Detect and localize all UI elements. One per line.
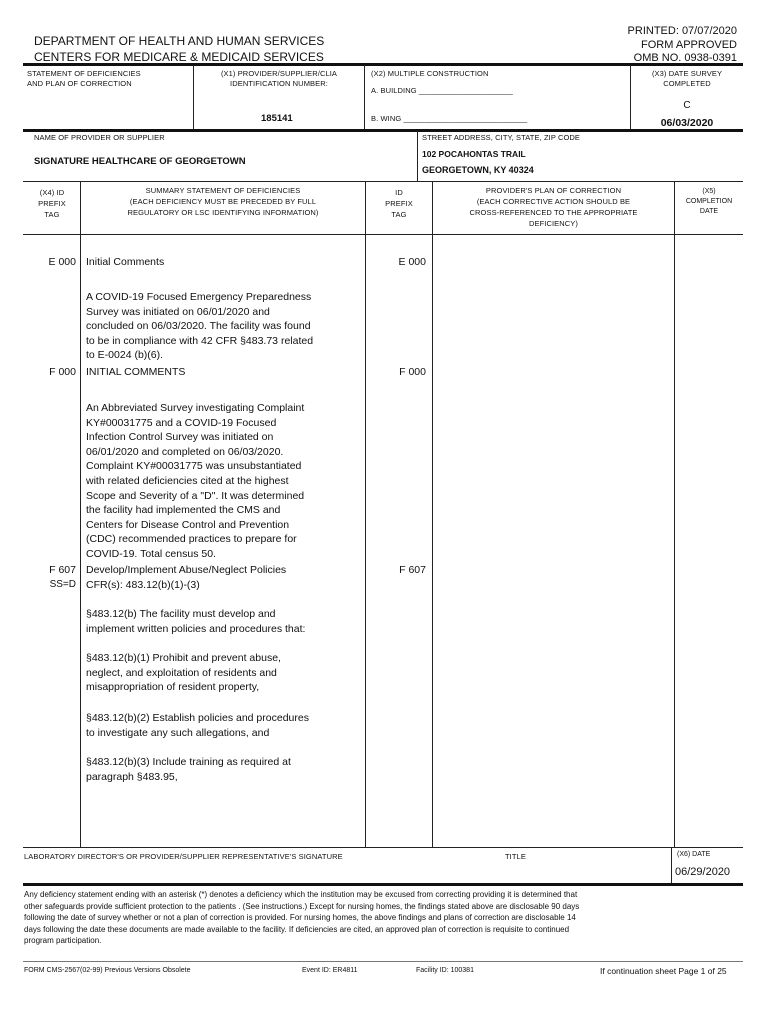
x4-column-header	[24, 187, 80, 220]
department-title	[34, 33, 324, 65]
text-line: Complaint KY#00031775 was unsubstantiated	[86, 460, 302, 473]
x4-header-3: TAG	[44, 210, 60, 219]
x1-label	[194, 69, 364, 89]
col-divider-3	[432, 182, 433, 847]
signature-date: 06/29/2020	[675, 866, 731, 878]
text-line: §483.12(b) The facility must develop and	[86, 608, 276, 620]
divider-address	[417, 131, 418, 181]
text-line: Infection Control Survey was initiated on	[86, 431, 274, 444]
printed-date: PRINTED: 07/07/2020	[627, 25, 737, 37]
text-line: A COVID-19 Focused Emergency Preparedness	[86, 291, 312, 303]
text-line: Centers for Disease Control and Prevention	[86, 518, 290, 531]
text-line: to E-0024 (b)(6).	[86, 349, 164, 362]
disclaimer-line: program participation.	[24, 936, 102, 945]
f000-paragraph	[86, 401, 341, 562]
address-label: STREET ADDRESS, CITY, STATE, ZIP CODE	[422, 133, 581, 142]
department-line-1: DEPARTMENT OF HEALTH AND HUMAN SERVICES	[34, 34, 325, 48]
form-approved: FORM APPROVED	[641, 38, 737, 51]
disclaimer-line: following the date of survey whether or not a plan of correction is provided. For nursing homes, the above findings and plans of correction are disclosable 14	[24, 913, 576, 922]
x5-header-1: (X5)	[702, 188, 716, 195]
title-label: TITLE	[505, 852, 526, 861]
col-divider-2	[365, 182, 366, 847]
text-line: concluded on 06/03/2020. The facility was found	[86, 320, 311, 333]
e000-paragraph	[86, 290, 341, 363]
summary-header-2: (EACH DEFICIENCY MUST BE PRECEDED BY FULL	[129, 197, 317, 206]
id-header-1: ID	[395, 188, 403, 197]
id-header-2: PREFIX	[385, 199, 413, 208]
x3-label-1: (X3) DATE SURVEY	[651, 69, 723, 78]
provider-label: NAME OF PROVIDER OR SUPPLIER	[34, 133, 165, 142]
top-rule	[23, 63, 743, 66]
disclaimer	[24, 889, 579, 947]
text-line: (CDC) recommended practices to prepare for	[86, 533, 297, 546]
x1-label-1: (X1) PROVIDER/SUPPLIER/CLIA	[220, 69, 338, 78]
divider-x2	[364, 65, 365, 130]
statement-label-2: AND PLAN OF CORRECTION	[27, 79, 132, 88]
f000-title: INITIAL COMMENTS	[86, 366, 186, 378]
f607-paragraph-4	[86, 755, 341, 784]
x4-header-1: (X4) ID	[39, 188, 65, 197]
x6-date-label: (X6) DATE	[677, 851, 711, 858]
address-line-2: GEORGETOWN, KY 40324	[422, 165, 534, 175]
footer-rule	[23, 961, 743, 962]
x3-label	[631, 69, 743, 89]
f607-cfr: CFR(s): 483.12(b)(1)-(3)	[86, 579, 200, 591]
plan-header-3: CROSS-REFERENCED TO THE APPROPRIATE	[469, 208, 638, 217]
rule-below-provider	[23, 181, 743, 182]
text-line: paragraph §483.95,	[86, 770, 178, 783]
signature-date-divider	[671, 848, 672, 884]
plan-header-4: DEFICIENCY)	[528, 219, 579, 228]
text-line: COVID-19. Total census 50.	[86, 547, 216, 560]
f000-tag: F 000	[49, 366, 76, 378]
summary-header-1: SUMMARY STATEMENT OF DEFICIENCIES	[145, 186, 301, 195]
plan-column-header	[433, 185, 674, 229]
survey-completed-date: 06/03/2020	[660, 117, 714, 129]
rule-below-ids	[23, 129, 743, 132]
x5-header-2: COMPLETION	[685, 198, 733, 205]
text-line: KY#00031775 and a COVID-19 Focused	[86, 416, 277, 429]
x5-header-3: DATE	[699, 208, 719, 215]
f607-title: Develop/Implement Abuse/Neglect Policies	[86, 564, 287, 576]
id-column-header	[366, 187, 432, 220]
disclaimer-line: other safeguards provide sufficient protection to the patients . (See instructions.) Except for nursing homes, the findings stated above are disclosable 90 days	[24, 901, 580, 911]
x2-label: (X2) MULTIPLE CONSTRUCTION	[371, 69, 489, 78]
text-line: neglect, and exploitation of residents and	[86, 666, 277, 679]
id-header-3: TAG	[391, 210, 407, 219]
text-line: implement written policies and procedures that:	[86, 622, 306, 635]
x1-label-2: IDENTIFICATION NUMBER:	[230, 79, 328, 88]
text-line: 06/01/2020 and completed on 06/03/2020.	[86, 445, 284, 458]
f607-paragraph-2	[86, 651, 341, 695]
e000-id-tag: E 000	[398, 256, 426, 268]
summary-header-3: REGULATORY OR LSC IDENTIFYING INFORMATION)	[127, 208, 319, 217]
provider-id-number: 185141	[261, 113, 293, 124]
x4-header-2: PREFIX	[38, 199, 66, 208]
e000-title: Initial Comments	[86, 256, 165, 268]
x2-building: A. BUILDING ______________________	[371, 86, 513, 95]
text-line: misappropriation of resident property,	[86, 681, 260, 694]
text-line: Survey was initiated on 06/01/2020 and	[86, 305, 270, 318]
disclaimer-line: Any deficiency statement ending with an asterisk (*) denotes a deficiency which the institution may be excused from correcting providing it is determined that	[24, 890, 578, 899]
text-line: §483.12(b)(3) Include training as required at	[86, 756, 291, 768]
provider-name: SIGNATURE HEALTHCARE OF GEORGETOWN	[34, 156, 246, 167]
text-line: Scope and Severity of a "D". It was determined	[86, 489, 305, 502]
plan-header-2: (EACH CORRECTIVE ACTION SHOULD BE	[476, 197, 631, 206]
x5-column-header	[675, 187, 743, 217]
text-line: §483.12(b)(2) Establish policies and procedures	[86, 712, 309, 724]
form-number: FORM CMS-2567(02-99) Previous Versions Obsolete	[24, 967, 191, 974]
facility-id: Facility ID: 100381	[416, 967, 474, 974]
statement-label-1: STATEMENT OF DEFICIENCIES	[27, 69, 141, 78]
rule-above-signature	[23, 847, 743, 848]
text-line: the facility had implemented the CMS and	[86, 504, 281, 517]
signature-label: LABORATORY DIRECTOR'S OR PROVIDER/SUPPLIER REPRESENTATIVE'S SIGNATURE	[24, 852, 343, 861]
text-line: An Abbreviated Survey investigating Complaint	[86, 402, 305, 414]
f607-scope-severity: SS=D	[49, 579, 76, 590]
statement-label	[27, 69, 141, 89]
plan-header-1: PROVIDER'S PLAN OF CORRECTION	[485, 186, 622, 195]
text-line: §483.12(b)(1) Prohibit and prevent abuse,	[86, 652, 281, 664]
x3-letter: C	[683, 100, 691, 111]
col-divider-1	[80, 182, 81, 847]
col-divider-4	[674, 182, 675, 847]
x2-wing: B. WING _____________________________	[371, 114, 528, 123]
f607-id-tag: F 607	[399, 564, 426, 576]
text-line: to be in compliance with 42 CFR §483.73 related	[86, 334, 314, 347]
text-line: with related deficiencies cited at the highest	[86, 474, 289, 487]
summary-column-header	[81, 185, 365, 218]
e000-tag: E 000	[48, 256, 76, 268]
continuation-page: If continuation sheet Page 1 of 25	[600, 966, 727, 976]
disclaimer-line: days following the date these documents are made available to the facility. If deficiencies are cited, an approved plan of correction is requisite to continued	[24, 924, 570, 934]
rule-below-column-headers	[23, 234, 743, 235]
x3-label-2: COMPLETED	[663, 79, 711, 88]
address-line-1: 102 POCAHONTAS TRAIL	[422, 149, 526, 159]
f607-paragraph-3	[86, 711, 341, 740]
department-line-2: CENTERS FOR MEDICARE & MEDICAID SERVICES	[34, 50, 324, 64]
f607-paragraph-1	[86, 607, 341, 636]
f607-tag: F 607	[49, 564, 76, 576]
rule-below-signature	[23, 883, 743, 886]
text-line: to investigate any such allegations, and	[86, 726, 270, 739]
f000-id-tag: F 000	[399, 366, 426, 378]
omb-number: OMB NO. 0938-0391	[633, 52, 737, 64]
event-id: Event ID: ER4811	[302, 967, 358, 974]
form-approval-block	[628, 25, 737, 66]
